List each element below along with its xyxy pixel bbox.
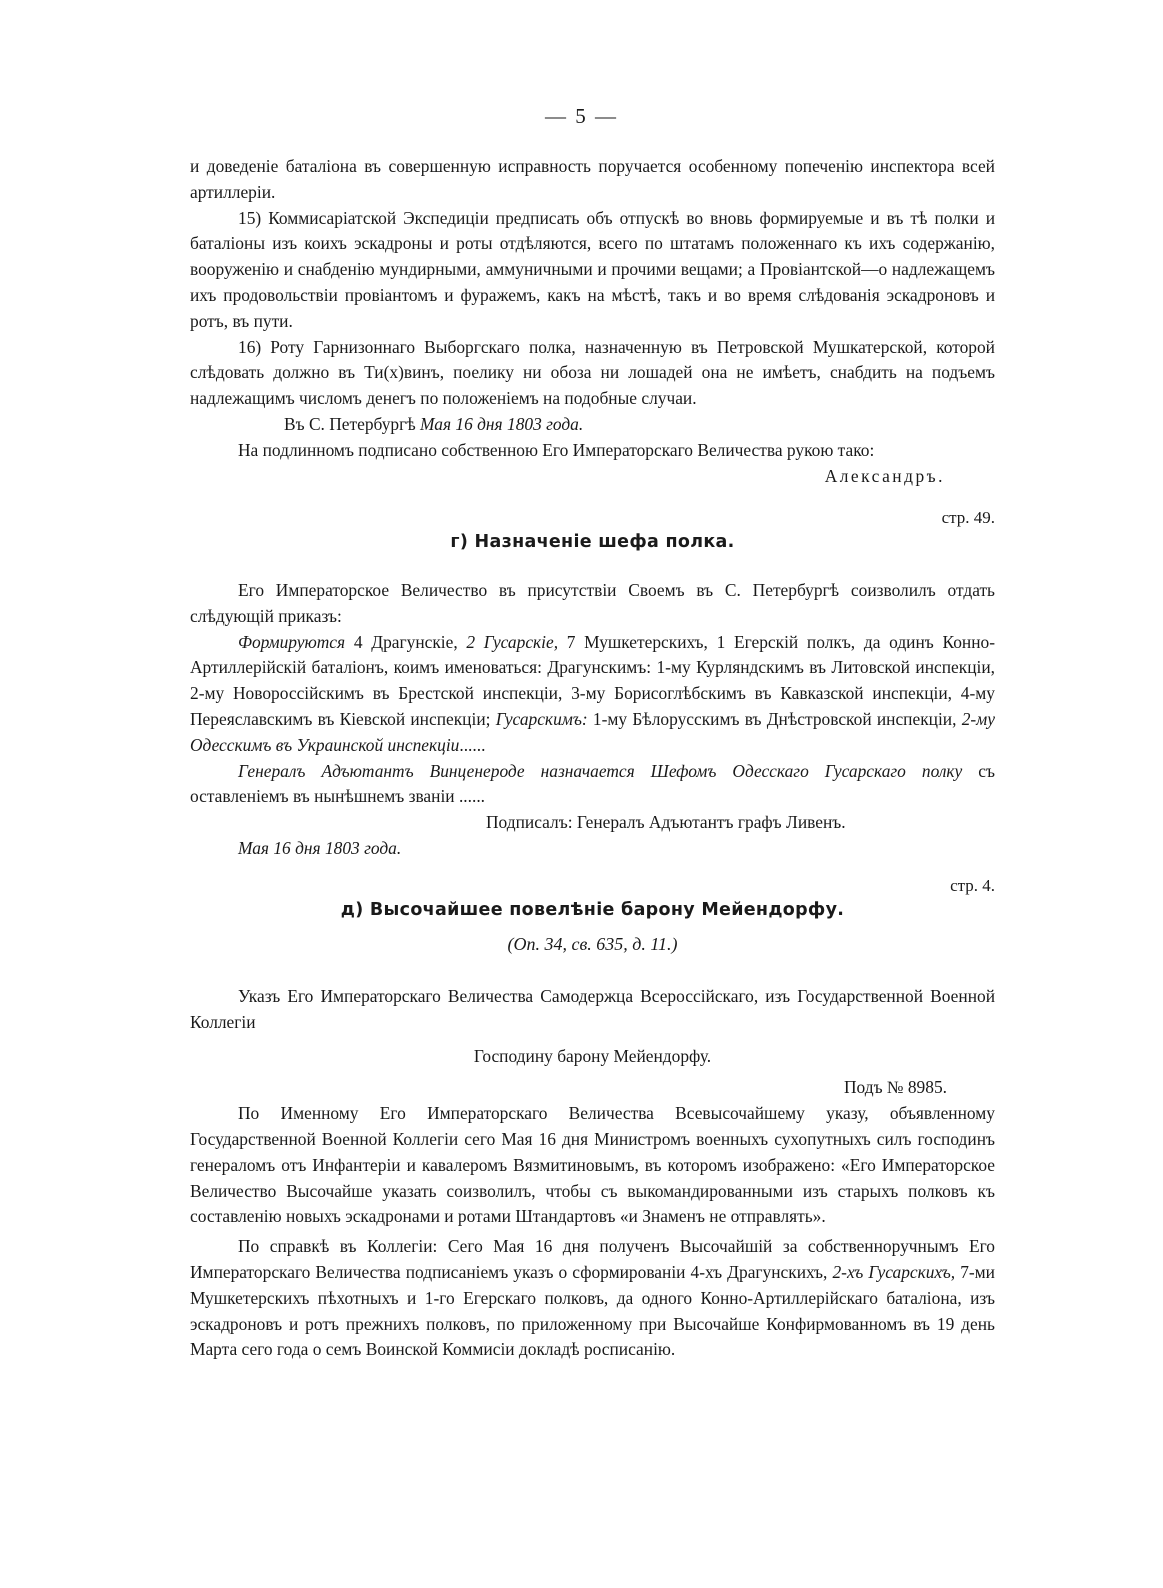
text-span: По справкѣ въ Коллегіи: Сего Мая 16 дня полученъ Высочайшій за собственноручнымъ Его Императорскаго Величества подписаніемъ указъ о сформированіи 4-хъ Драгунскихъ, [190, 1236, 995, 1282]
page-number: — 5 — [545, 104, 618, 128]
archive-reference: (Оп. 34, св. 635, д. 11.) [507, 934, 678, 954]
paragraph-16: 16) Роту Гарнизоннаго Выборгскаго полка, назначенную въ Петровской Мушкатерской, которой слѣдовать должно въ Ти(х)винъ, поелику ни обоза ни лошадей она не имѣетъ, снабдить на подъемъ надлежащимъ числомъ денегъ по положеніемъ на подобные случаи. [190, 336, 995, 409]
signed-by: Подписалъ: Генералъ Адъютантъ графъ Ливенъ. [486, 812, 846, 833]
page-reference: стр. 4. [950, 876, 995, 895]
paragraph-decree-text: По Именному Его Императорскаго Величества Всевысочайшему указу, объявленному Государственной Военной Коллегіи сего Мая 16 дня Министромъ военныхъ сухопутныхъ силъ господинъ генераломъ отъ Инфантеріи и кавалеромъ Вязмитиновымъ, въ которомъ изображено: «Его Императорское Величество Высочайше указать соизволилъ, чтобы съ выкомандированными изъ старыхъ полковъ къ составленію новыхъ эскадронами и ротами Штандартовъ «и Знаменъ не отправлять». [190, 1103, 995, 1227]
page-reference: стр. 49. [941, 508, 995, 527]
paragraph-continuation: и доведеніе баталіона въ совершенную исправность поручается особенному попеченію инспектора всей артиллеріи. [190, 156, 995, 202]
italic-appointment: Генералъ Адъютантъ Винценероде назначается Шефомъ Одесскаго Гусарскаго полку [238, 760, 963, 781]
italic-formiruyutsya: Формируются [238, 631, 346, 652]
section-top [190, 154, 995, 489]
addressee: Господину барону Мейендорфу. [473, 1045, 712, 1066]
original-note: На подлинномъ подписано собственною Его Императорскаго Величества рукою тако: [238, 439, 875, 460]
text-span: ...... [459, 734, 486, 755]
text-span: съ оставленіемъ въ нынѣшнемъ званіи ...... [190, 760, 995, 807]
paragraph-order-intro: Его Императорское Величество въ присутствіи Своемъ въ С. Петербургѣ соизволилъ отдать слѣдующій приказъ: [190, 580, 995, 626]
paragraph-chief-appointment [190, 759, 995, 811]
italic-hussars-label: Гусарскимъ: [495, 708, 588, 729]
section-d [190, 876, 995, 958]
text-span: 4 Драгунскіе, [345, 631, 467, 652]
section-d-body [190, 984, 995, 1363]
paragraph-order-formation [190, 630, 995, 759]
section-g-body [190, 578, 995, 862]
section-heading: д) Высочайшее повелѣніе барону Мейендорфу. [340, 900, 845, 920]
place-date: Мая 16 дня 1803 года. [420, 413, 584, 434]
paragraph-collegium-reference [190, 1234, 995, 1363]
text-span: 7 Мушкетерскихъ, 1 Егерскій полкъ, да одинъ Конно-Артиллерійскій баталіонъ, коимъ именоваться: Драгунскимъ: 1-му Курляндскимъ въ Литовской инспекціи, 2-му Новороссійскимъ въ Брестской инспекціи, 3-му Борисоглѣбскимъ въ Кавказской инспекціи, 4-му Переяславскимъ въ Кіевской инспекціи; [190, 631, 995, 729]
text-span: 1-му Бѣлорусскимъ въ Днѣстровской инспекціи, [587, 708, 962, 729]
place-prefix: Въ С. Петербургѣ [284, 413, 421, 434]
section-g [190, 508, 995, 552]
paragraph-15: 15) Коммисаріатской Экспедиціи предписать объ отпускѣ во вновь формируемые и въ тѣ полки и баталіоны изъ коихъ эскадроны и роты отдѣляются, всего по штатамъ положеннаго къ ихъ содержанію, вооруженію и снабденію мундирными, аммуничными и прочими вещами; а Провіантской—о надлежащемъ ихъ продовольствіи провіантомъ и фуражемъ, какъ на мѣстѣ, такъ и во время слѣдованія эскадроновъ и ротъ, въ пути. [190, 207, 995, 331]
signature: Александръ. [824, 465, 945, 486]
order-date: Мая 16 дня 1803 года. [238, 837, 402, 858]
place-date-line [190, 412, 995, 438]
decree-number: Подъ № 8985. [843, 1077, 947, 1098]
italic-odessa: 2-му Одесскимъ въ Украинской инспекціи [190, 708, 995, 755]
paragraph-decree-header: Указъ Его Императорскаго Величества Самодержца Всероссійскаго, изъ Государственной Военной Коллегіи [190, 986, 995, 1032]
text-span: 7-ми Мушкетерскихъ пѣхотныхъ и 1-го Егерскаго полковъ, да одного Конно-Артиллерійскаго баталіона, изъ эскадроновъ и ротъ прежнихъ полковъ, по приложенному при Высочайше Конфирмованномъ въ 19 день Марта сего года о семъ Воинской Коммисіи докладѣ росписанію. [190, 1261, 995, 1360]
italic-hussars: 2 Гусарскіе, [466, 631, 559, 652]
italic-hussars: 2-хъ Гусарскихъ, [832, 1261, 956, 1282]
section-heading: г) Назначеніе шефа полка. [450, 532, 735, 552]
